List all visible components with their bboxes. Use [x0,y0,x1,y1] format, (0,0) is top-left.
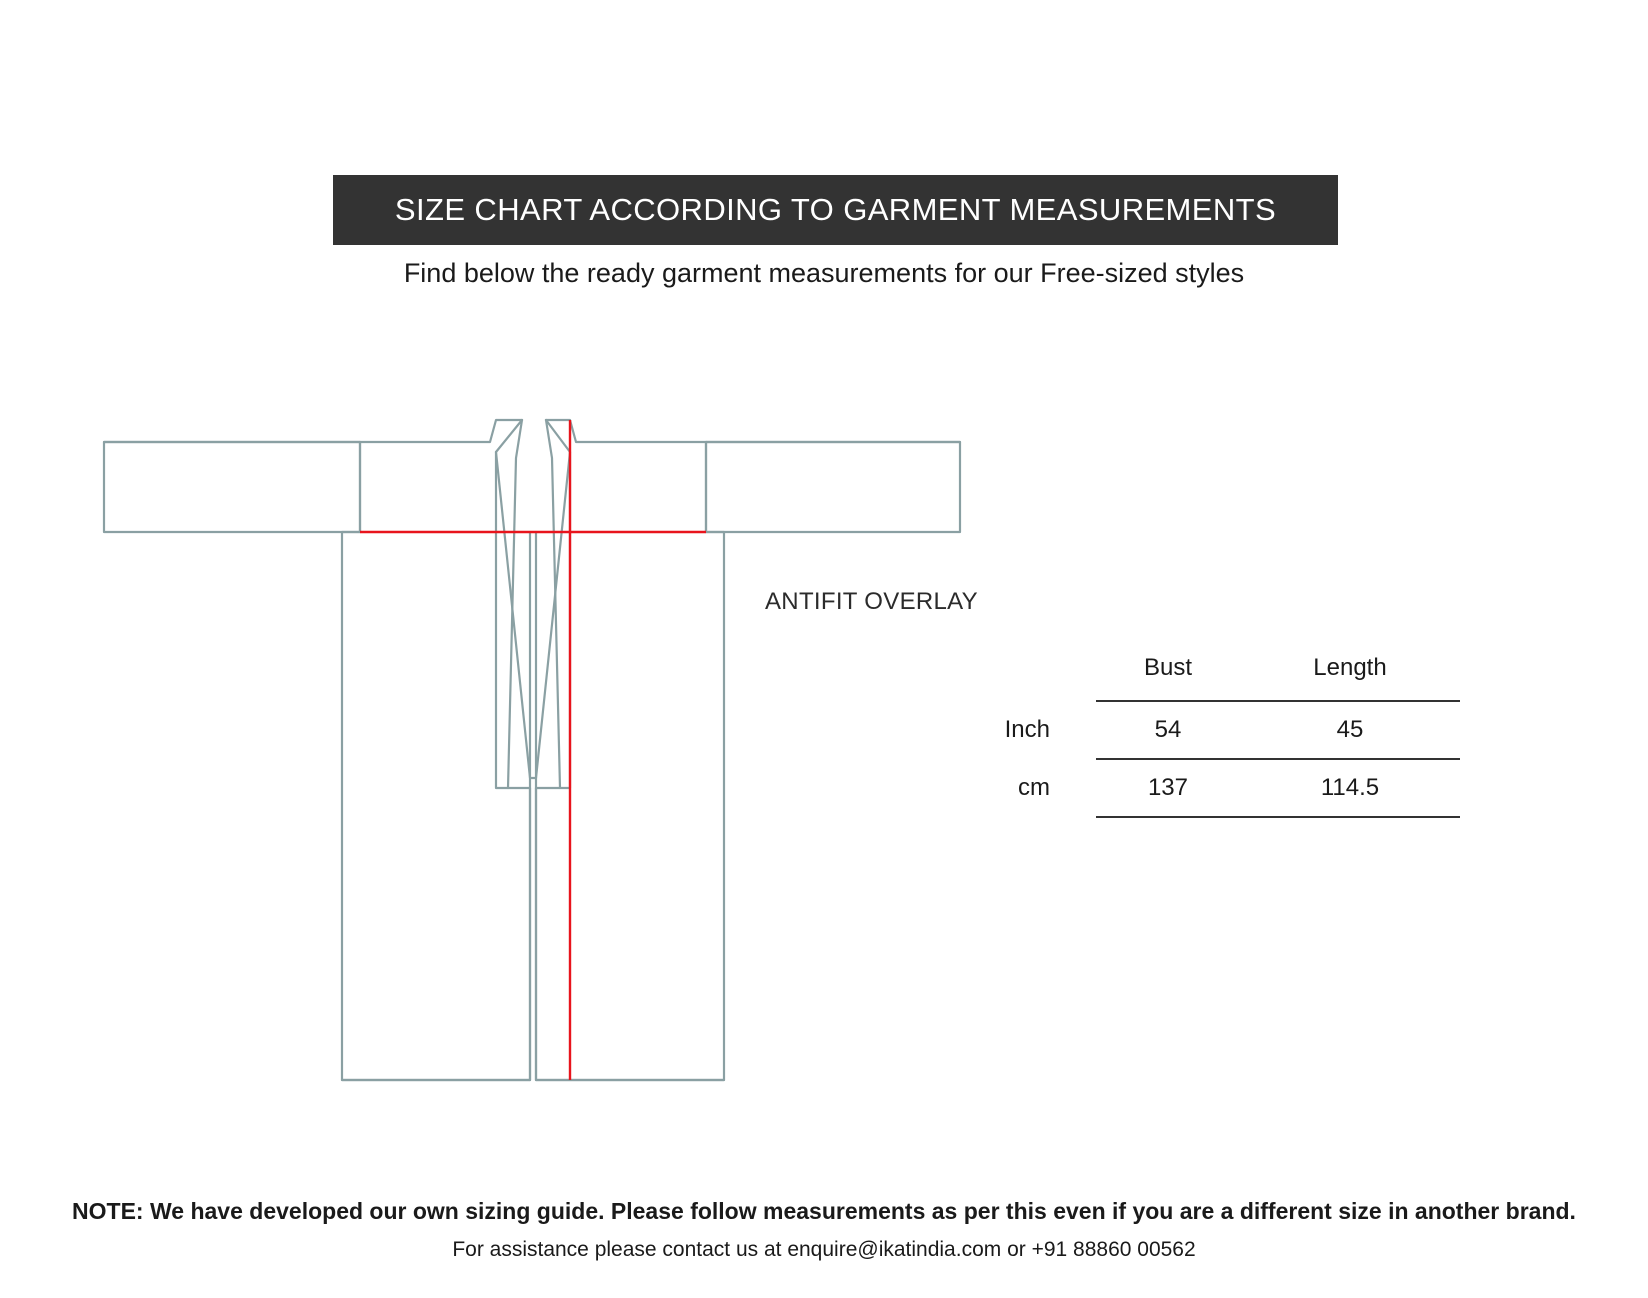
table-row [900,701,1460,759]
footer-contact: For assistance please contact us at enquire@ikatindia.com or +91 88860 00562 [452,1238,1196,1261]
overlay-label: ANTIFIT OVERLAY [765,588,978,615]
table-header-length: Length [1313,654,1387,681]
header-bar [333,175,1338,245]
measurements-table [900,640,1460,818]
table-header-unit [900,640,1096,701]
page-title: SIZE CHART ACCORDING TO GARMENT MEASUREMENTS [394,192,1277,227]
row-unit-inch: Inch [1004,716,1050,743]
table-header-row [900,640,1460,701]
cell-bust-inch: 54 [1096,701,1240,759]
row-unit-cm: cm [1018,774,1050,801]
footer-note: NOTE: We have developed our own sizing guide. Please follow measurements as per this even if you are a different size in another brand. [72,1198,1576,1224]
page-subtitle: Find below the ready garment measurements for our Free-sized styles [403,258,1245,288]
cell-length-inch: 45 [1240,701,1460,759]
table-row [900,759,1460,817]
cell-bust-cm: 137 [1096,759,1240,817]
cell-length-cm: 114.5 [1240,759,1460,817]
table-header-bust: Bust [1143,654,1192,681]
